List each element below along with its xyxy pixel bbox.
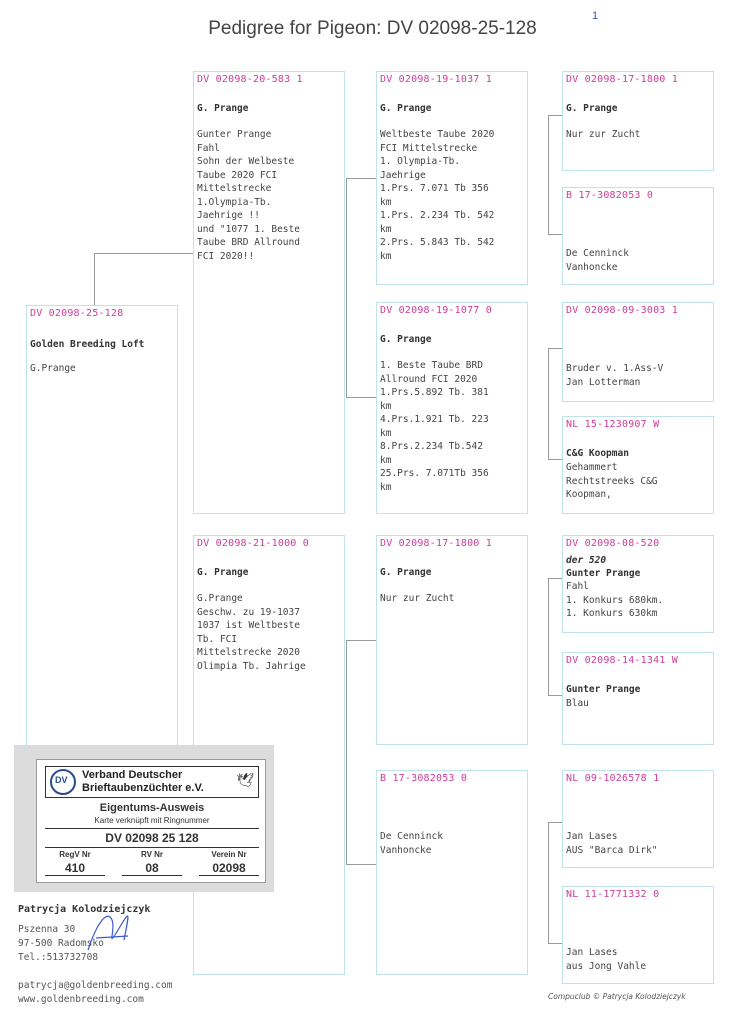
notes: Nur zur Zucht	[566, 129, 641, 140]
card-ring-number: DV 02098 25 128	[45, 828, 259, 848]
notes: 1. Beste Taube BRD Allround FCI 2020 1.Prs.5.892 Tb. 381 km 4.Prs.1.921 Tb. 223 km 8.Prs.2.234 Tb.542 km 25.Prs. 7.071Tb 356 km	[380, 360, 489, 493]
rv-column	[122, 850, 182, 876]
ring-number: DV 02098-09-3003 1	[566, 305, 678, 316]
breeder-name: Gunter Prange	[566, 684, 641, 695]
sire-card	[193, 71, 345, 514]
notes: Jan Lases AUS "Barca Dirk"	[566, 831, 658, 856]
loft-name: Golden Breeding Loft	[30, 339, 145, 350]
connector	[94, 253, 193, 307]
ownership-card-inner	[36, 759, 266, 883]
connector	[548, 348, 562, 460]
association-logo-icon	[50, 769, 76, 795]
ring-number: B 17-3082053 0	[380, 773, 468, 784]
connector	[548, 578, 562, 696]
owner-email: patrycja@goldenbreeding.com	[18, 980, 173, 991]
notes: Jan Lases aus Jong Vahle	[566, 947, 647, 972]
gg-card-1	[562, 71, 714, 171]
gg-card-2	[562, 187, 714, 285]
notes: Gehammert Rechtstreeks C&G Koopman,	[566, 462, 658, 500]
ring-number: DV 02098-19-1077 0	[380, 305, 492, 316]
association-header	[45, 766, 259, 798]
connector	[346, 178, 378, 398]
notes: Blau	[566, 698, 589, 709]
handwritten-mark: 1	[592, 10, 599, 22]
column-value: 410	[45, 861, 105, 876]
card-subtitle: Karte verknüpft mit Ringnummer	[94, 816, 210, 825]
ring-number: DV 02098-14-1341 W	[566, 655, 678, 666]
column-label: Verein Nr	[211, 850, 247, 859]
breeder-name: G. Prange	[197, 103, 249, 114]
ring-number: DV 02098-21-1000 0	[197, 538, 309, 549]
connector	[346, 640, 378, 865]
gg-card-4	[562, 416, 714, 514]
breeder-name: G. Prange	[197, 567, 249, 578]
ring-number: DV 02098-17-1800 1	[380, 538, 492, 549]
notes: Fahl 1. Konkurs 680km. 1. Konkurs 630km	[566, 581, 664, 619]
column-label: RV Nr	[140, 850, 164, 859]
card-title: Eigentums-Ausweis	[99, 802, 205, 814]
connector	[548, 115, 562, 235]
gg-card-5	[562, 535, 714, 633]
ownership-card	[14, 745, 274, 892]
breeder-name: C&G Koopman	[566, 448, 629, 459]
owner-phone: Tel.:513732708	[18, 952, 99, 963]
logo-text: DV	[55, 775, 68, 785]
footer-credit: Compuclub © Patrycja Kolodziejczyk	[548, 992, 686, 1001]
gg-card-3	[562, 302, 714, 402]
notes: De Cenninck Vanhoncke	[380, 831, 443, 856]
notes: G.Prange	[30, 363, 76, 374]
ring-number: DV 02098-19-1037 1	[380, 74, 492, 85]
breeder-name: Gunter Prange	[566, 568, 641, 579]
verein-column	[199, 850, 259, 876]
column-value: 08	[122, 861, 182, 876]
column-value: 02098	[199, 861, 259, 876]
ring-number: DV 02098-17-1800 1	[566, 74, 678, 85]
nickname: der 520	[566, 555, 607, 566]
subject-card	[26, 305, 178, 752]
ring-number: DV 02098-25-128	[30, 308, 124, 319]
owner-name: Patrycja Kolodziejczyk	[18, 904, 151, 915]
pigeon-icon: 🕊	[236, 773, 254, 789]
column-label: RegV Nr	[59, 850, 91, 859]
notes: Nur zur Zucht	[380, 593, 455, 604]
gg-card-6	[562, 652, 714, 745]
association-name: Verband Deutscher Brieftaubenzüchter e.V.	[82, 769, 204, 794]
notes: Weltbeste Taube 2020 FCI Mittelstrecke 1. Olympia-Tb. Jaehrige 1.Prs. 7.071 Tb 356 km 1.Prs. 2.234 Tb. 542 km 2.Prs. 5.843 Tb. 542 km	[380, 129, 495, 262]
breeder-name: G. Prange	[380, 567, 432, 578]
ring-number: NL 15-1230907 W	[566, 419, 660, 430]
ring-number: DV 02098-20-583 1	[197, 74, 303, 85]
dam-sire-card	[376, 535, 528, 745]
notes: De Cenninck Vanhoncke	[566, 248, 629, 273]
ring-number: NL 09-1026578 1	[566, 773, 660, 784]
owner-street: Pszenna 30	[18, 924, 76, 935]
owner-website: www.goldenbreeding.com	[18, 994, 144, 1005]
notes: G.Prange Geschw. zu 19-1037 1037 ist Weltbeste Tb. FCI Mittelstrecke 2020 Olimpia Tb. Jahrige	[197, 593, 306, 672]
ring-number: DV 02098-08-520	[566, 538, 660, 549]
signature-icon	[78, 900, 138, 960]
ring-number: B 17-3082053 0	[566, 190, 654, 201]
connector	[548, 822, 562, 944]
notes: Bruder v. 1.Ass-V Jan Lotterman	[566, 363, 664, 388]
breeder-name: G. Prange	[380, 103, 432, 114]
sire-sire-card	[376, 71, 528, 285]
breeder-name: G. Prange	[566, 103, 618, 114]
page-title: Pedigree for Pigeon: DV 02098-25-128	[208, 18, 537, 39]
notes: Gunter Prange Fahl Sohn der Welbeste Taube 2020 FCI Mittelstrecke 1.Olympia-Tb. Jaehrige !! und "1077 1. Beste Taube BRD Allround FCI 2020!!	[197, 129, 300, 262]
owner-city: 97-500 Radomsko	[18, 938, 104, 949]
sire-dam-card	[376, 302, 528, 514]
ring-number: NL 11-1771332 0	[566, 889, 660, 900]
dam-dam-card	[376, 770, 528, 975]
breeder-name: G. Prange	[380, 334, 432, 345]
gg-card-7	[562, 770, 714, 868]
gg-card-8	[562, 886, 714, 984]
regv-column	[45, 850, 105, 876]
